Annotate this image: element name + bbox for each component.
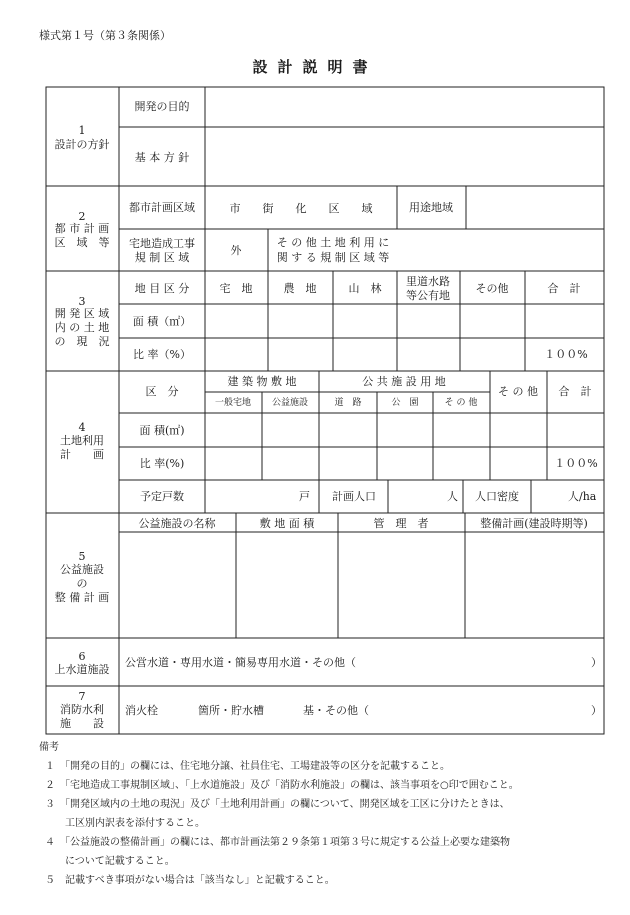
sec4-ratio-label: 比 率(%) [139,457,185,470]
fire-hydrant-label: 消火栓 [125,704,158,717]
sec4-number: 4 [78,421,86,434]
sec3-ratio-label: 比 率（%） [133,348,191,361]
sec3-number: 3 [78,295,86,308]
form-number: 様式第１号（第３条関係） [39,29,171,42]
sec3-label-line1: 開 発 区 域 [54,307,110,320]
note-item: について記載すること。 [45,856,175,867]
public-facility-header: 公 共 施 設 用 地 [362,375,446,388]
population-unit: 人 [447,490,458,503]
public-land-header-line1: 里道水路 [406,275,450,288]
sec1-number: 1 [78,124,86,137]
farmland-header: 農 地 [283,282,317,295]
note-item: ５ 記載すべき事項がない場合は「該当なし」と記載すること。 [45,875,335,886]
public-interest-subheader: 公益施設 [271,398,309,408]
sec4-other-header: そ の 他 [498,385,538,398]
basic-policy-label: 基 本 方 針 [134,151,190,164]
sec1-label: 設計の方針 [54,138,110,151]
use-zone-label: 用途地域 [409,201,453,214]
residential-land-header: 宅 地 [219,282,253,295]
note-item: １ 「開発の目的」の欄には、住宅地分譲、社員住宅、工場建設等の区分を記載すること。 [45,761,450,772]
sec4-total-ratio: １００% [554,457,598,470]
water-supply-options: 公営水道・専用水道・簡易専用水道・その他（ [125,656,356,669]
document-title: 設計説明書 [252,58,378,76]
sec7-number: 7 [78,690,86,703]
dev-regulation-label-line2: 規 制 区 域 [134,251,190,264]
outside-option: 外 [230,244,242,257]
other-regulation-label-line1: そ の 他 土 地 利 用 に [276,236,390,249]
density-unit: 人/ha [568,490,597,503]
other-header: その他 [475,282,509,295]
sec3-label-line3: の 現 況 [54,335,110,348]
sec4-label-line1: 土地利用 [60,434,104,447]
sec2-label-line1: 都 市 計 画 [54,222,110,235]
sec3-total-ratio: １００% [544,348,588,361]
sec5-label-line2: の [76,577,88,590]
sec6-label: 上水道施設 [54,663,110,676]
dev-regulation-label-line1: 宅地造成工事 [129,237,195,250]
maintenance-plan-header: 整備計画(建設時期等) [480,517,588,530]
manager-header: 管 理 者 [373,517,429,530]
notes-heading: 備考 [39,742,59,753]
public-land-header-line2: 等公有地 [406,289,450,302]
facility-name-header: 公益施設の名称 [138,517,216,530]
dev-purpose-label: 開発の目的 [134,100,190,113]
sec2-label-line2: 区 域 等 [54,236,110,249]
sec7-label-line1: 消防水利 [60,703,104,716]
note-item: ２ 「宅地造成工事規制区域」、「上水道施設」及び「消防水利施設」の欄は、該当事項を○印で囲むこと。 [45,780,519,791]
total-header: 合 計 [547,282,581,295]
sec4-label-line2: 計 画 [60,448,104,461]
general-housing-subheader: 一般宅地 [214,398,252,408]
sec7-label-line2: 施 設 [60,717,104,730]
land-category-header: 地 目 区 分 [134,282,190,295]
note-item: ４ 「公益施設の整備計画」の欄には、都市計画法第２９条第１項第３号に規定する公益上必要な建築物 [45,837,510,848]
sec3-label-line2: 内 の 土 地 [54,321,110,334]
forest-header: 山 林 [348,282,382,295]
fire-other-label: 基・その他（ [303,704,369,717]
planned-population-label: 計画人口 [332,490,376,503]
building-site-header: 建 築 物 敷 地 [227,375,297,388]
city-planning-zone-label: 都市計画区域 [129,201,195,214]
site-area-header: 敷 地 面 積 [259,517,315,530]
other-regulation-label-line2: 関 す る 規 制 区 域 等 [276,251,390,264]
note-item: ３ 「開発区域内の土地の現況」及び「土地利用計画」の欄について、開発区域を工区に分けたときは、 [45,799,510,810]
sec6-number: 6 [78,650,86,663]
sec5-number: 5 [78,550,86,563]
other-subheader: そ の 他 [444,398,478,408]
water-supply-close-paren: ） [591,656,602,669]
population-density-label: 人口密度 [475,490,519,503]
road-subheader: 道 路 [334,398,362,408]
park-subheader: 公 園 [391,398,419,408]
households-unit: 戸 [299,490,310,503]
sec5-label-line3: 整 備 計 画 [54,591,110,604]
kubun-header: 区 分 [145,385,179,398]
water-tank-label: 箇所・貯水槽 [198,704,264,717]
note-item: 工区別内訳表を添付すること。 [45,818,205,829]
sec5-label-line1: 公益施設 [60,563,104,576]
sec4-total-header: 合 計 [558,385,592,398]
sec4-area-label: 面 積(㎡) [139,424,185,437]
notes-section [39,738,519,890]
fire-close-paren: ） [591,704,602,717]
urbanization-zone-value: 市 街 化 区 域 [229,202,373,215]
sec2-number: 2 [78,210,86,223]
planned-households-label: 予定戸数 [140,490,184,503]
sec3-area-label: 面 積（㎡） [132,315,192,328]
